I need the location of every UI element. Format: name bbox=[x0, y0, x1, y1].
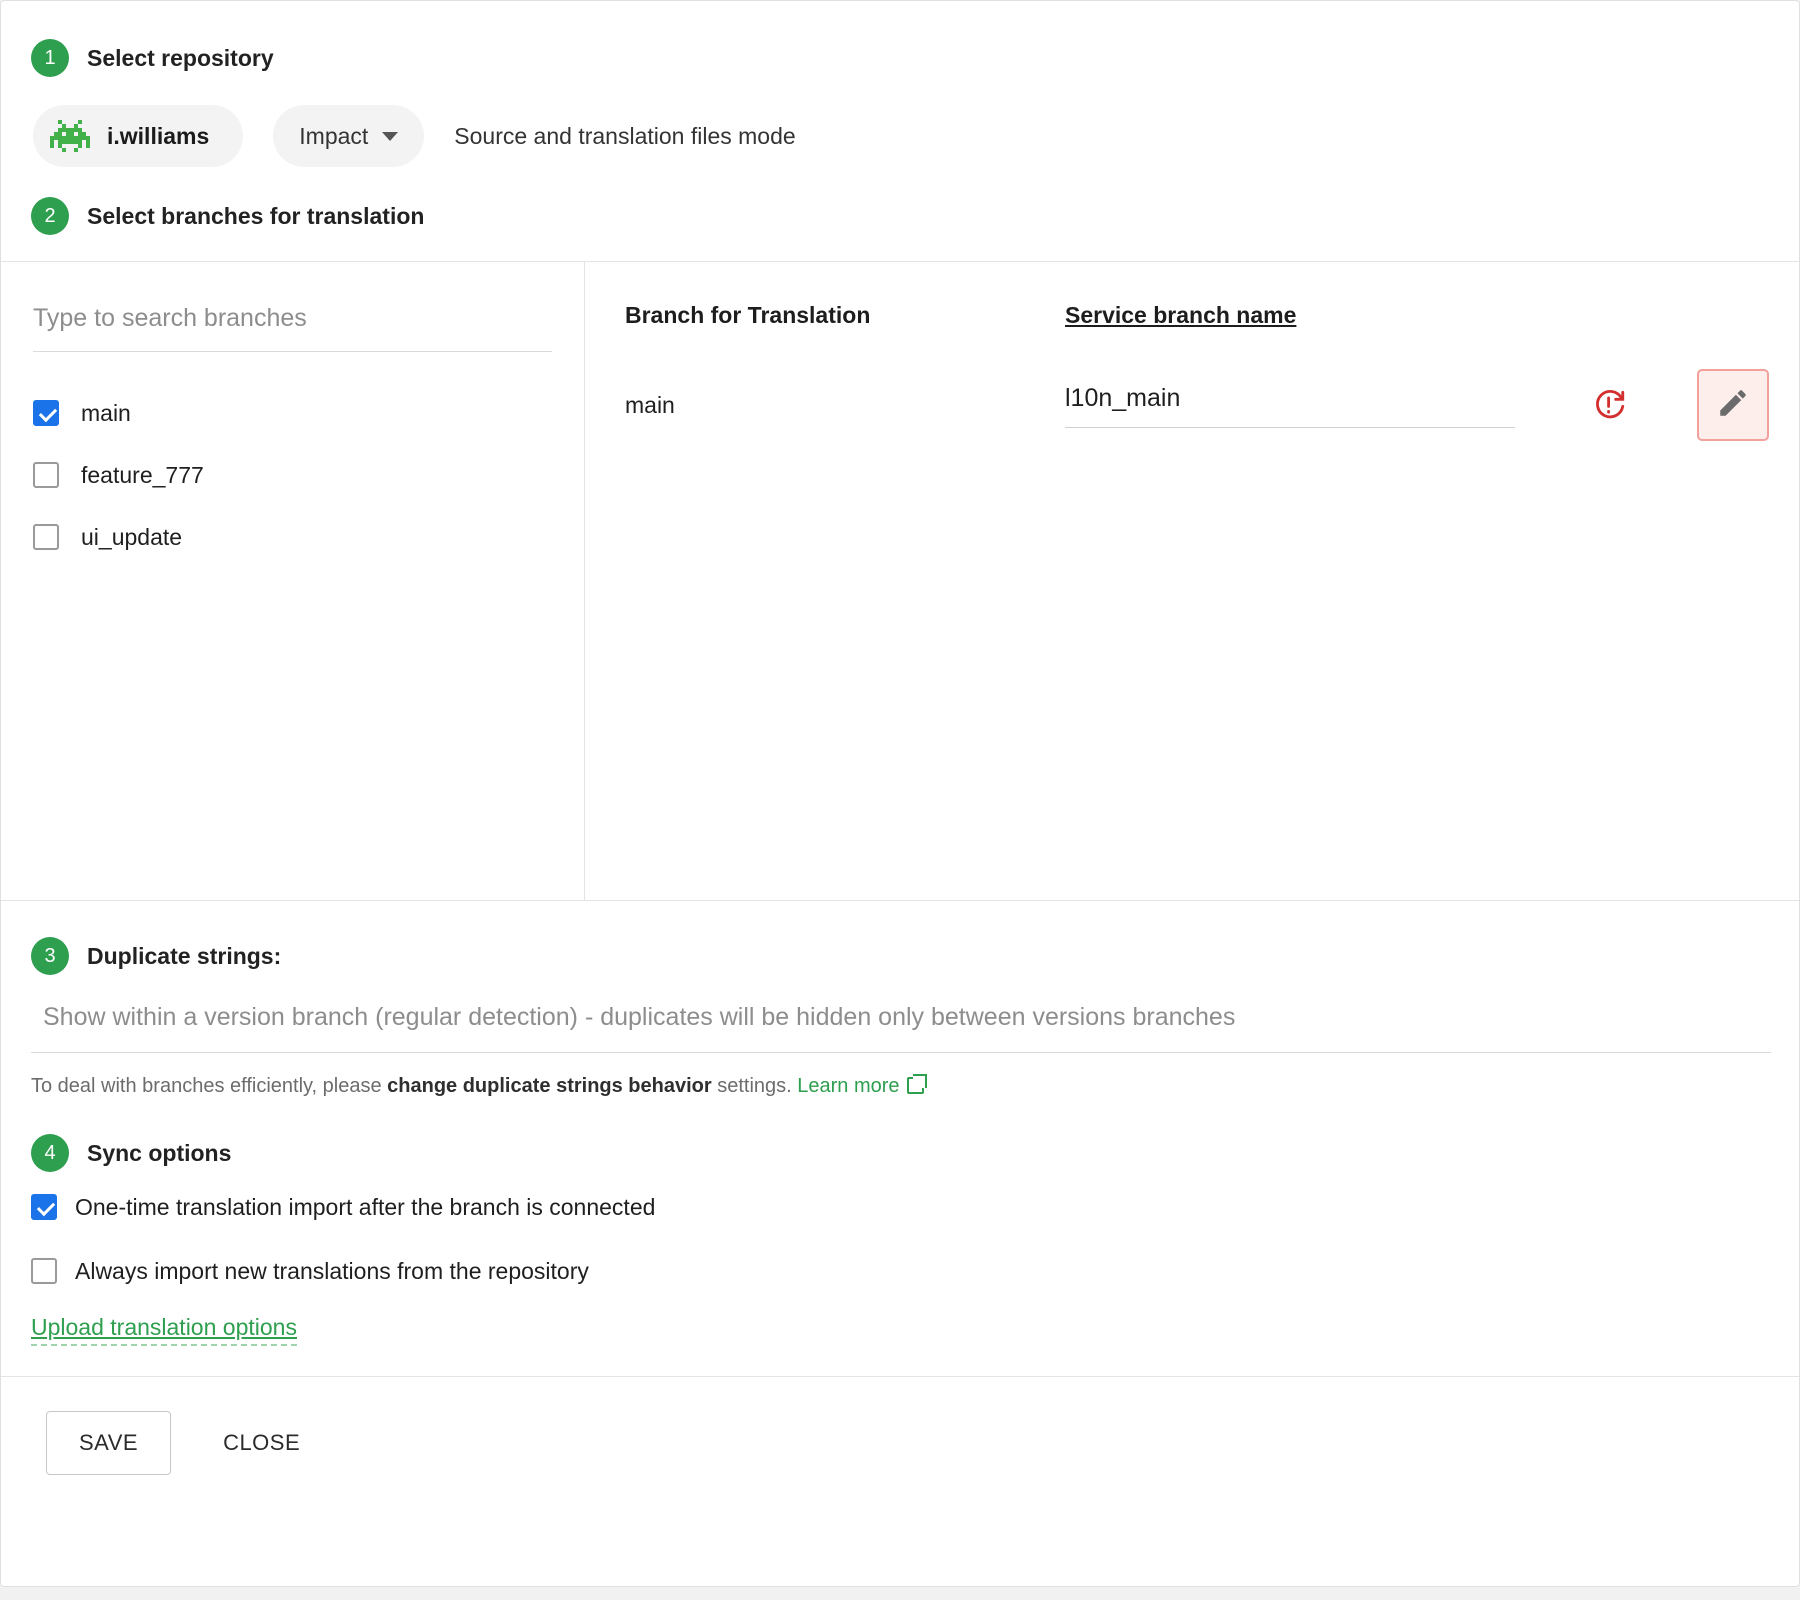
sync-option-label: One-time translation import after the branch is connected bbox=[75, 1193, 656, 1220]
step-2-header bbox=[31, 197, 1769, 235]
hint-bold: change duplicate strings behavior bbox=[387, 1075, 712, 1097]
step-3-badge: 3 bbox=[31, 937, 69, 975]
branch-list-item-main[interactable] bbox=[33, 382, 552, 444]
space-invader-avatar-icon bbox=[49, 115, 91, 157]
branch-checkbox-ui-update[interactable] bbox=[33, 524, 59, 550]
column-header-branch-for-translation: Branch for Translation bbox=[625, 302, 871, 328]
step-4-badge: 4 bbox=[31, 1134, 69, 1172]
branch-picker-pane bbox=[1, 262, 585, 900]
chevron-down-icon bbox=[382, 132, 398, 141]
step-2-badge: 2 bbox=[31, 197, 69, 235]
branches-split-panel bbox=[1, 261, 1799, 901]
step-3-header bbox=[31, 937, 1769, 975]
branch-label: ui_update bbox=[81, 523, 183, 550]
column-header-service-branch-name: Service branch name bbox=[1065, 302, 1297, 328]
search-branches-input[interactable] bbox=[33, 300, 552, 352]
sync-option-label: Always import new translations from the repository bbox=[75, 1257, 589, 1284]
table-row bbox=[625, 369, 1769, 441]
sync-checkbox-always-import[interactable] bbox=[31, 1258, 57, 1284]
pencil-edit-icon bbox=[1716, 386, 1750, 425]
section-sync-options bbox=[1, 1098, 1799, 1346]
repository-chip[interactable] bbox=[33, 105, 243, 167]
edit-service-branch-button[interactable] bbox=[1697, 369, 1769, 441]
branch-checkbox-main[interactable] bbox=[33, 400, 59, 426]
dialog-footer bbox=[1, 1376, 1799, 1475]
step-1-header bbox=[31, 39, 1769, 77]
step-2-title: Select branches for translation bbox=[87, 202, 425, 229]
sync-checkbox-one-time-import[interactable] bbox=[31, 1194, 57, 1220]
sync-error-icon bbox=[1593, 388, 1627, 422]
branch-label: main bbox=[81, 399, 131, 426]
external-link-icon bbox=[907, 1077, 924, 1094]
files-mode-text: Source and translation files mode bbox=[454, 122, 796, 149]
repository-row bbox=[33, 105, 1769, 167]
step-4-header bbox=[31, 1134, 1769, 1172]
section-duplicate-strings bbox=[1, 901, 1799, 1098]
section-select-branches bbox=[1, 167, 1799, 261]
close-button[interactable]: CLOSE bbox=[201, 1412, 322, 1474]
translation-branches-pane bbox=[585, 262, 1799, 900]
row-branch-name: main bbox=[625, 391, 675, 418]
step-3-title: Duplicate strings: bbox=[87, 942, 282, 969]
impact-dropdown[interactable] bbox=[273, 105, 424, 167]
branch-list-item-feature-777[interactable] bbox=[33, 444, 552, 506]
branch-list bbox=[33, 382, 552, 568]
duplicate-strings-select[interactable]: Show within a version branch (regular detection) - duplicates will be hidden only between versions branches bbox=[31, 1003, 1771, 1053]
duplicate-strings-hint bbox=[31, 1075, 1769, 1098]
impact-dropdown-label: Impact bbox=[299, 122, 369, 149]
hint-suffix: settings. bbox=[711, 1075, 798, 1097]
upload-translation-options-link[interactable]: Upload translation options bbox=[31, 1314, 297, 1346]
learn-more-link[interactable]: Learn more bbox=[797, 1075, 900, 1097]
branch-label: feature_777 bbox=[81, 461, 204, 488]
sync-option-always-import[interactable] bbox=[31, 1242, 1769, 1300]
step-4-title: Sync options bbox=[87, 1139, 232, 1166]
step-1-badge: 1 bbox=[31, 39, 69, 77]
sync-option-one-time-import[interactable] bbox=[31, 1178, 1769, 1236]
branch-checkbox-feature-777[interactable] bbox=[33, 462, 59, 488]
service-branch-name-input[interactable] bbox=[1065, 382, 1515, 428]
save-button[interactable]: SAVE bbox=[46, 1411, 171, 1475]
step-1-title: Select repository bbox=[87, 44, 274, 71]
repository-name: i.williams bbox=[107, 122, 210, 149]
translation-table-header bbox=[625, 302, 1769, 329]
section-select-repository bbox=[1, 1, 1799, 167]
hint-prefix: To deal with branches efficiently, please bbox=[31, 1075, 388, 1097]
branch-list-item-ui-update[interactable] bbox=[33, 506, 552, 568]
